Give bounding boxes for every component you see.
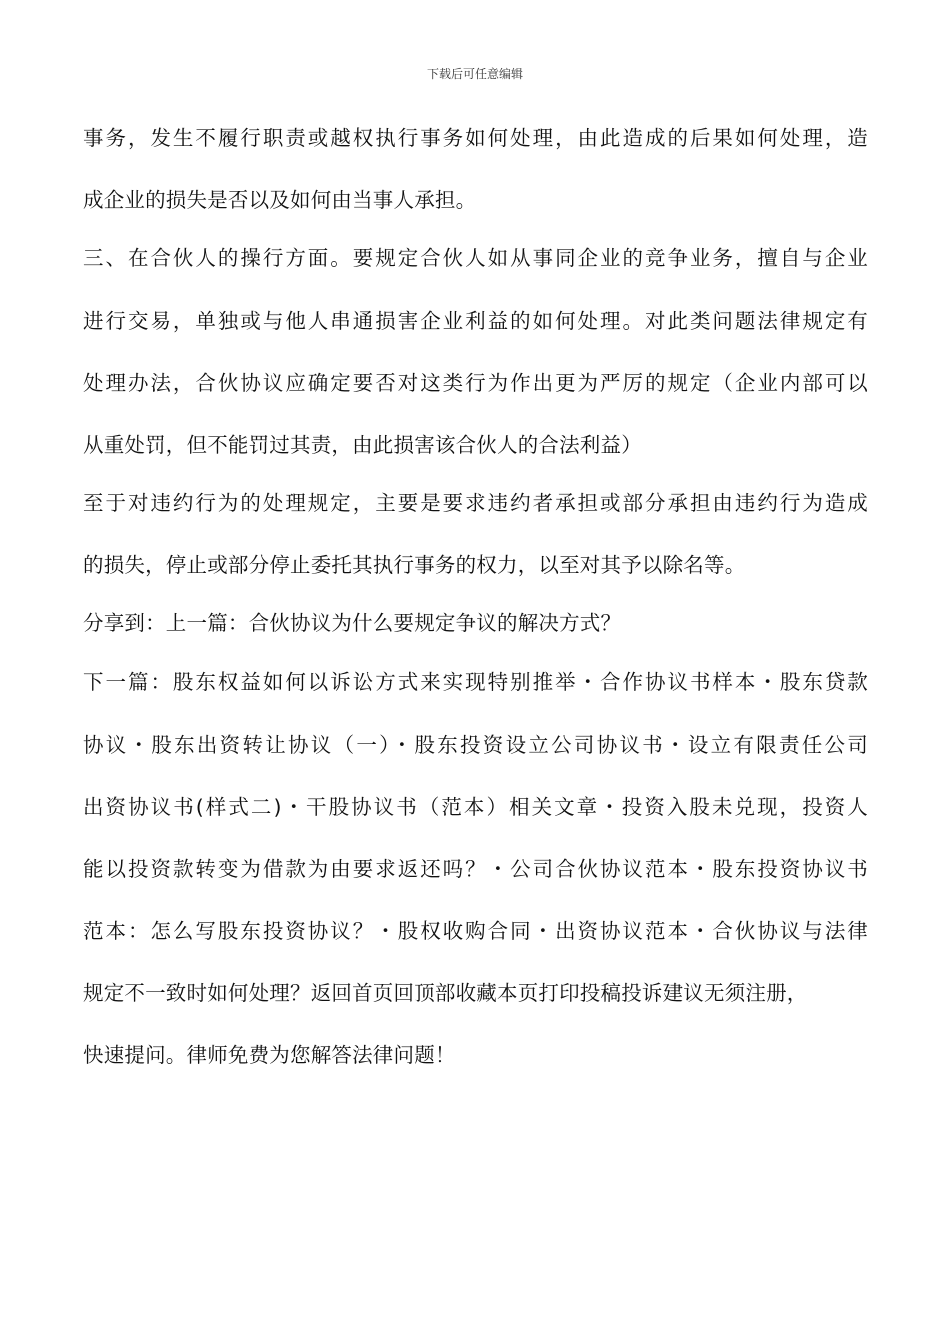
text-line: 从重处罚，但不能罚过其责，由此损害该合伙人的合法利益） <box>83 433 642 457</box>
text-line: 成企业的损失是否以及如何由当事人承担。 <box>83 188 477 212</box>
text-line: 处理办法，合伙协议应确定要否对这类行为作出更为严厉的规定（企业内部可以 <box>83 371 868 395</box>
text-line: 规定不一致时如何处理？返回首页回顶部收藏本页打印投稿投诉建议无须注册， <box>83 981 808 1005</box>
text-line: 三、在合伙人的操行方面。要规定合伙人如从事同企业的竞争业务，擅自与企业 <box>83 246 868 270</box>
text-line: 范本：怎么写股东投资协议？・股权收购合同・出资协议范本・合伙协议与法律 <box>83 919 868 943</box>
text-line: 分享到：上一篇：合伙协议为什么要规定争议的解决方式？ <box>83 611 622 635</box>
text-line: 协议・股东出资转让协议（一）・股东投资设立公司协议书・设立有限责任公司 <box>83 733 868 757</box>
text-line: 进行交易，单独或与他人串通损害企业利益的如何处理。对此类问题法律规定有 <box>83 309 868 333</box>
text-line: 下一篇：股东权益如何以诉讼方式来实现特别推举・合作协议书样本・股东贷款 <box>83 670 868 694</box>
page-header: 下载后可任意编辑 <box>426 67 523 81</box>
text-line: 的损失，停止或部分停止委托其执行事务的权力，以至对其予以除名等。 <box>83 553 746 577</box>
text-line: 能以投资款转变为借款为由要求返还吗？・公司合伙协议范本・股东投资协议书 <box>83 857 868 881</box>
text-line: 出资协议书(样式二)・干股协议书（范本）相关文章・投资入股未兑现，投资人 <box>83 795 868 819</box>
text-line: 至于对违约行为的处理规定，主要是要求违约者承担或部分承担由违约行为造成 <box>83 491 868 515</box>
text-line: 快速提问。律师免费为您解答法律问题！ <box>83 1043 456 1067</box>
text-line: 事务，发生不履行职责或越权执行事务如何处理，由此造成的后果如何处理，造 <box>83 126 868 150</box>
